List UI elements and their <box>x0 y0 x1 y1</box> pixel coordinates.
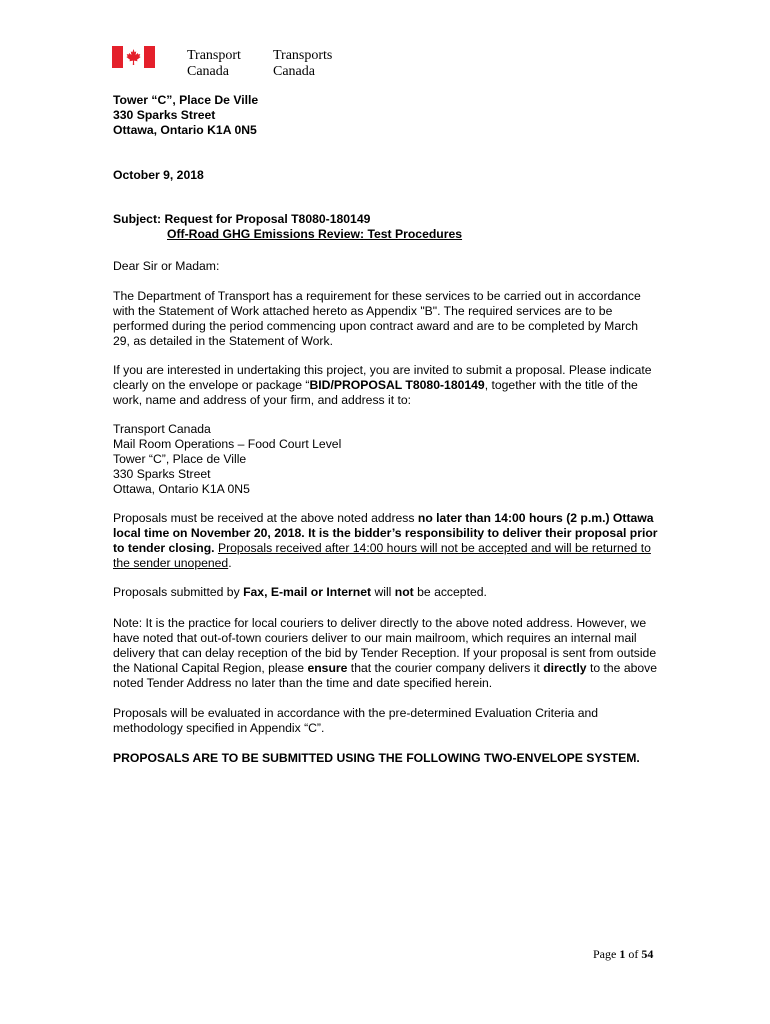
mailing-address-line: Tower “C”, Place de Ville <box>113 452 247 466</box>
dept-fr-line2: Canada <box>273 64 315 79</box>
sender-address-line: 330 Sparks Street <box>113 108 216 122</box>
dept-fr-line1: Transports <box>273 48 333 63</box>
mailing-address-line: Mail Room Operations – Food Court Level <box>113 437 342 451</box>
mailing-address-line: Transport Canada <box>113 422 211 436</box>
subject-line: Subject: Request for Proposal T8080-180149 <box>113 212 371 226</box>
mailing-address <box>113 422 658 497</box>
department-name-en <box>187 48 241 80</box>
department-name-fr <box>273 48 332 80</box>
paragraph-requirement: The Department of Transport has a requirement for these services to be carried out in accordance with the Statement of Work attached hereto as Appendix "B". The required services are to be performed during the period commencing upon contract award and are to be completed by March 29, as detailed in the Statement of Work. <box>113 289 641 348</box>
late-proposals-note: Proposals received after 14:00 hours will not be accepted and will be returned to the sender unopened <box>113 541 651 570</box>
letter-date: October 9, 2018 <box>113 168 204 182</box>
paragraph-courier-note: Note: It is the practice for local couriers to deliver directly to the above noted address. However, we have noted that out-of-town couriers deliver to our main mailroom, which requires an internal mail delivery that can delay reception of the bid by Tender Reception. If your proposal is sent from outside the National Capital Region, please ensure that the courier company delivers it directly to the above noted Tender Address no later than the time and date specified herein. <box>113 616 658 690</box>
bid-reference: BID/PROPOSAL T8080-180149 <box>309 378 485 392</box>
salutation: Dear Sir or Madam: <box>113 259 220 273</box>
subject <box>113 212 658 242</box>
paragraph-two-envelope: PROPOSALS ARE TO BE SUBMITTED USING THE FOLLOWING TWO-ENVELOPE SYSTEM. <box>113 751 640 765</box>
sender-address-line: Ottawa, Ontario K1A 0N5 <box>113 123 257 137</box>
page-number: Page 1 of 54 <box>593 947 654 961</box>
paragraph-instructions: If you are interested in undertaking this project, you are invited to submit a proposal. Please indicate clearly on the envelope or package “BID/PROPOSAL T8080-180149, together with the title of the work, name and address of your firm, and address it to: <box>113 363 652 407</box>
sender-address <box>113 93 658 138</box>
dept-en-line1: Transport <box>187 48 241 63</box>
deadline-text: no later than 14:00 hours (2 p.m.) Ottawa local time on November 20, 2018. It is the bidder’s responsibility to deliver their proposal prior to tender closing. <box>113 511 658 555</box>
mailing-address-line: 330 Sparks Street <box>113 467 211 481</box>
subject-title: Off-Road GHG Emissions Review: Test Procedures <box>167 227 463 241</box>
sender-address-line: Tower “C”, Place De Ville <box>113 93 259 107</box>
paragraph-deadline: Proposals must be received at the above noted address no later than 14:00 hours (2 p.m.) Ottawa local time on November 20, 2018. It is the bidder’s responsibility to deliver their proposal prior to tender closing. Proposals received after 14:00 hours will not be accepted and will be returned to the sender unopened. <box>113 511 658 570</box>
dept-en-line2: Canada <box>187 64 229 79</box>
paragraph-evaluation: Proposals will be evaluated in accordance with the pre-determined Evaluation Criteria and methodology specified in Appendix “C”. <box>113 706 599 735</box>
mailing-address-line: Ottawa, Ontario K1A 0N5 <box>113 482 250 496</box>
canada-flag-icon <box>112 46 155 68</box>
paragraph-submission-methods: Proposals submitted by Fax, E-mail or Internet will not be accepted. <box>113 585 487 599</box>
